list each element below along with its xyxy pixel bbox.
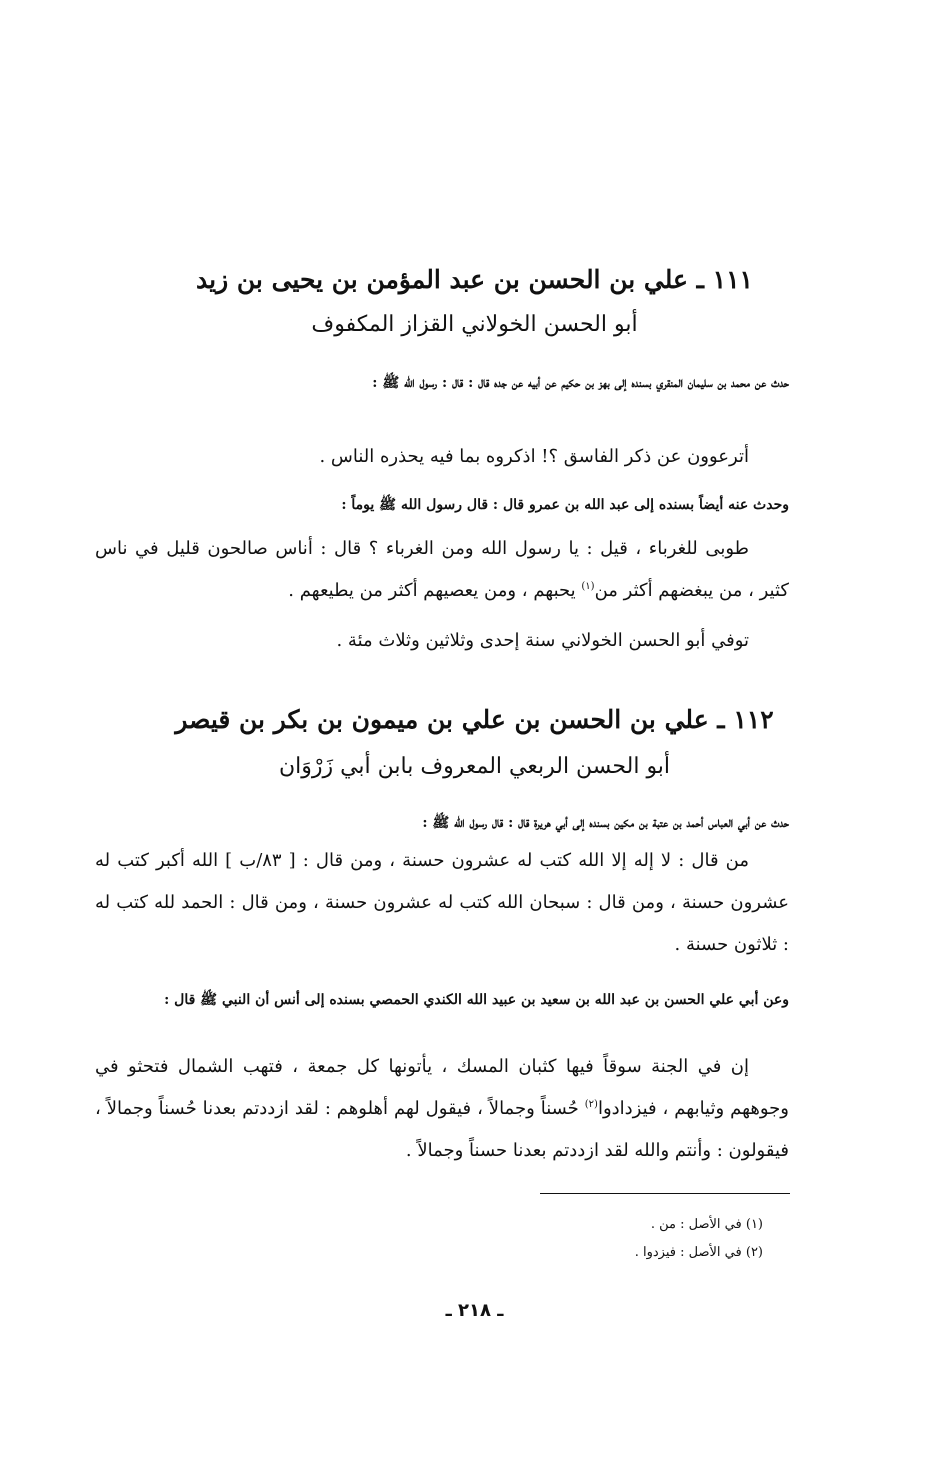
isnad-paragraph: وحدث عنه أيضاً بسنده إلى عبد الله بن عمرو قال : قال رسول الله ﷺ يوماً : (341, 497, 789, 513)
page-number: ـ ٢١٨ ـ (445, 1300, 504, 1321)
isnad-paragraph: وعن أبي علي الحسن بن عبد الله بن سعيد بن عبيد الله الكندي الحمصي بسنده إلى أنس أن النبي ﷺ قال : (164, 992, 789, 1008)
entry-subtitle-112: أبو الحسن الربعي المعروف بابن أبي زَرْوَان (278, 754, 671, 779)
matn-text: طوبى للغرباء ، قيل : يا رسول الله ومن الغرباء ؟ قال : أناس صالحون قليل في ناس كثير ، من يبغضهم أكثر من (95, 538, 789, 601)
isnad-paragraph: حدث عن أبي العباس أحمد بن عتبة بن مكين بسنده إلى أبي هريرة قال : قال رسول الله ﷺ : (422, 815, 789, 831)
footnote-2: (٢) في الأصل : فيزدوا . (634, 1245, 763, 1260)
closing-paragraph: توفي أبو الحسن الخولاني سنة إحدى وثلاثين وثلاث مئة . (336, 630, 749, 651)
entry-title-111: ١١١ ـ علي بن الحسن بن عبد المؤمن بن يحيى بن زيد (196, 265, 753, 294)
matn-text: حُسناً وجمالاً ، فيقول لهم أهلوهم : لقد ازددتم بعدنا حُسناً وجمالاً ، فيقولون : وأنتم والله لقد ازددتم بعدنا حسناً وجمالاً . (95, 1098, 789, 1161)
matn-text: إن في الجنة سوقاً فيها كثبان المسك ، يأتونها كل جمعة ، فتهب الشمال فتحثو في وجوههم وثيابهم ، فيزدادوا (95, 1056, 790, 1119)
footnote-marker: (١) (581, 581, 595, 592)
entry-title-112: ١١٢ ـ علي بن الحسن بن علي بن ميمون بن بكر بن قيصر (175, 705, 774, 734)
matn-paragraph: من قال : لا إله إلا الله كتب له عشرون حسنة ، ومن قال : [ ٨٣/ب ] الله أكبر كتب له عشرون حسنة ، ومن قال : سبحان الله كتب له عشرون حسنة ، ومن قال : الحمد لله كتب له : ثلاثون حسنة . (95, 850, 789, 955)
footnote-divider (540, 1193, 790, 1194)
matn-text: يحبهم ، ومن يعصيهم أكثر من يطيعهم . (288, 580, 582, 601)
footnote-marker: (٢) (584, 1099, 598, 1110)
isnad-paragraph: حدث عن محمد بن سليمان المنقري بسنده إلى بهز بن حكيم عن أبيه عن جده قال : قال : رسول الله ﷺ : (372, 375, 789, 391)
footnote-1: (١) في الأصل : من . (650, 1217, 763, 1232)
matn-paragraph: أترعوون عن ذكر الفاسق ؟! اذكروه بما فيه يحذره الناس . (319, 446, 749, 467)
matn-paragraph (95, 528, 789, 612)
matn-paragraph (95, 1046, 789, 1172)
entry-subtitle-111: أبو الحسن الخولاني القزاز المكفوف (311, 312, 638, 337)
